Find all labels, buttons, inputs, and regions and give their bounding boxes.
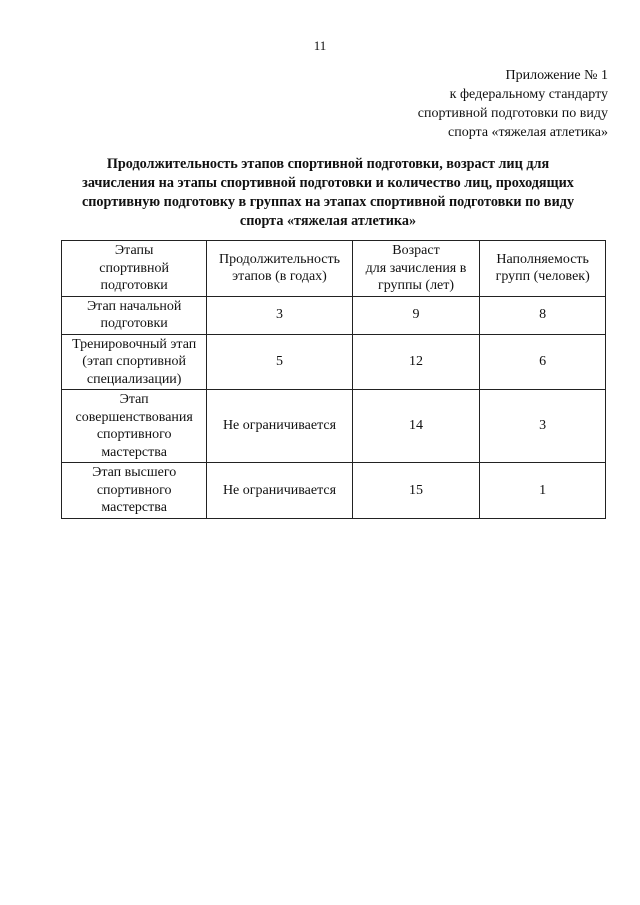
cell-group-size: 6	[480, 334, 606, 390]
appendix-reference	[418, 66, 608, 142]
header-duration: Продолжительность этапов (в годах)	[207, 241, 352, 297]
table-row	[62, 334, 606, 390]
header-group-size: Наполняемость групп (человек)	[480, 241, 606, 297]
cell-stage: Этап высшего спортивного мастерства	[62, 463, 207, 519]
title-line: зачисления на этапы спортивной подготовки и количество лиц, проходящих	[82, 175, 574, 191]
cell-stage: Этап совершенствования спортивного мастерства	[62, 390, 207, 463]
page-number: 11	[313, 38, 327, 53]
cell-age: 14	[352, 390, 480, 463]
appendix-line: спорта «тяжелая атлетика»	[448, 125, 608, 140]
table-header-row	[62, 241, 606, 297]
appendix-line: спортивной подготовки по виду	[417, 106, 608, 121]
cell-age: 15	[352, 463, 480, 519]
cell-stage: Тренировочный этап (этап спортивной специализации)	[62, 334, 207, 390]
cell-duration: Не ограничивается	[207, 390, 352, 463]
cell-age: 9	[352, 296, 480, 334]
cell-duration: 3	[207, 296, 352, 334]
cell-age: 12	[352, 334, 480, 390]
appendix-line: Приложение № 1	[505, 68, 608, 83]
table-row	[62, 463, 606, 519]
cell-stage: Этап начальной подготовки	[62, 296, 207, 334]
table-row	[62, 296, 606, 334]
header-age: Возраст для зачисления в группы (лет)	[352, 241, 480, 297]
cell-group-size: 1	[480, 463, 606, 519]
table-row	[62, 390, 606, 463]
appendix-line: к федеральному стандарту	[449, 87, 608, 102]
cell-group-size: 8	[480, 296, 606, 334]
header-stage: Этапы спортивной подготовки	[62, 241, 207, 297]
title-line: Продолжительность этапов спортивной подготовки, возраст лиц для	[106, 156, 550, 172]
cell-duration: Не ограничивается	[207, 463, 352, 519]
cell-group-size: 3	[480, 390, 606, 463]
title-line: спорта «тяжелая атлетика»	[239, 213, 417, 229]
training-stages-table	[61, 240, 606, 519]
cell-duration: 5	[207, 334, 352, 390]
title-line: спортивную подготовку в группах на этапах спортивной подготовки по виду	[81, 194, 575, 210]
document-title	[40, 155, 616, 231]
